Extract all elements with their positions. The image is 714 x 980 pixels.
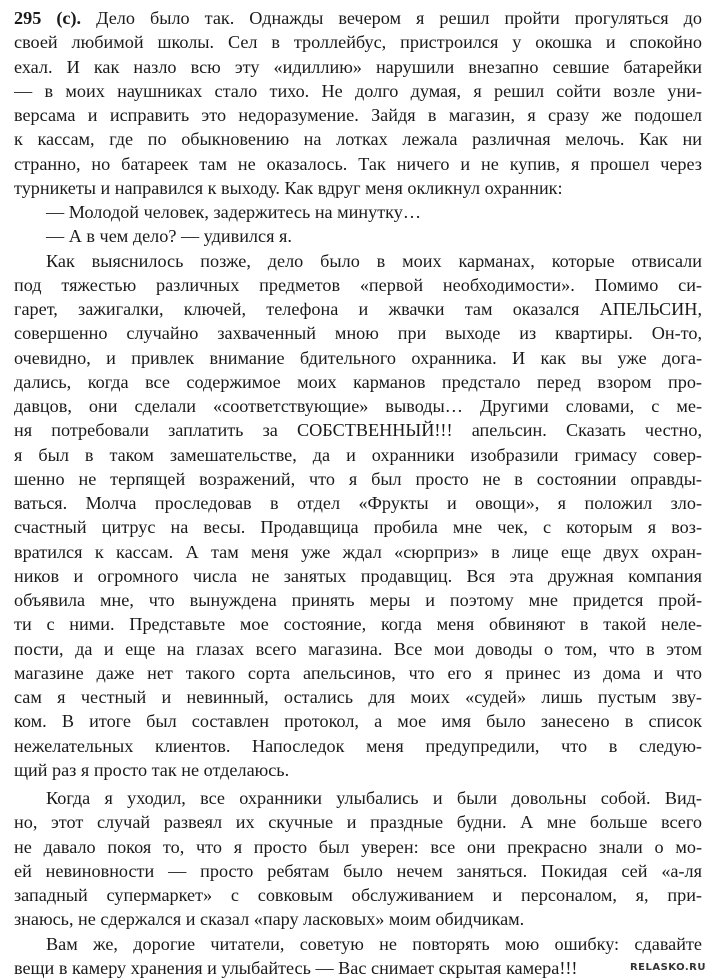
text-line: счастный цитрус на весы. Продавщица пробила мне чек, с которым я воз- — [14, 517, 702, 538]
text-line: очевидно, и привлек внимание бдительного охранника. И как вы уже дога- — [14, 347, 702, 368]
text-line: объявила мне, что вынуждена принять меры и поэтому мне придется прой- — [14, 590, 702, 610]
text-line: вещи в камеру хранения и улыбайтесь — Вас снимает скрытая камера!!! — [14, 957, 578, 978]
text-line: странно, но батареек там не оказалось. Так ничего и не купив, я прошел через — [14, 153, 702, 174]
text-line: ти с ними. Представьте мое состояние, когда меня обвиняют в такой неле- — [14, 614, 702, 635]
text-line: — в моих наушниках стало тихо. Не долго думая, я решил сойти возле уни- — [14, 80, 702, 101]
text-line: под тяжестью различных предметов «первой необходимости». Помимо си- — [14, 274, 702, 295]
site-watermark: RELASKO.RU — [629, 962, 706, 973]
text-line: 295 (с). Дело было так. Однажды вечером я решил пройти прогуляться до — [14, 8, 702, 28]
text-line: ваться. Молча проследовав в отдел «Фрукты и овощи», я положил зло- — [14, 493, 702, 513]
text-line: нежелательных клиентов. Напоследок меня предупредили, что в следую- — [14, 735, 702, 756]
textbook-page — [14, 6, 702, 980]
text-line: щий раз я просто так не отделаюсь. — [14, 759, 290, 780]
paragraph-first-line: Как выяснилось позже, дело было в моих карманах, которые отвисали — [46, 250, 702, 271]
text-line: но, этот случай развеял их скучные и праздные будни. А мне больше всего — [14, 812, 702, 833]
text-line: давцов, они сделали «соответствующие» выводы… Другими словами, с ме- — [14, 396, 702, 416]
text-line: не давало покоя то, что я просто был уверен: все они прекрасно знали о мо- — [14, 836, 702, 857]
text-line: пости, да и еще на глазах всего магазина. Все мои доводы о том, что в этом — [14, 638, 702, 659]
exercise-number: 295 (с). — [14, 8, 82, 28]
dialog-line: — А в чем дело? — удивился я. — [46, 226, 292, 247]
text-line: ехал. И как назло всю эту «идиллию» нарушили внезапно севшие батарейки — [14, 56, 702, 77]
text-line: ня потребовали заплатить за СОБСТВЕННЫЙ!!! апельсин. Сказать честно, — [14, 420, 702, 441]
text-line: западный супермаркет» с совковым обслуживанием и персоналом, я, при- — [14, 885, 702, 905]
text-line: совершенно случайно захваченный мною при выходе из квартиры. Он-то, — [14, 323, 702, 344]
text-line: магазине даже нет такого сорта апельсинов, что его я принес из дома и что — [14, 662, 702, 683]
text-line: я был в таком замешательстве, да и охранники изобразили гримасу совер- — [14, 444, 702, 465]
text-line: своей любимой школы. Сел в троллейбус, пристроился у окошка и спокойно — [14, 32, 702, 53]
text-line: ей невиновности — просто ребятам было нечем заняться. Покидая сей «а-ля — [14, 860, 702, 881]
text-line: шенно не терпящей возражений, что я был просто не в состоянии оправды- — [14, 468, 702, 489]
paragraph-first-line: Когда я уходил, все охранники улыбались и были довольны собой. Вид- — [46, 788, 702, 808]
text-line: дались, когда все содержимое моих карманов предстало перед взором про- — [14, 371, 702, 392]
paragraph-first-line: Вам же, дорогие читатели, советую не повторять мою ошибку: сдавайте — [46, 933, 702, 954]
text-line: ком. В итоге был составлен протокол, а мое имя было занесено в список — [14, 711, 702, 732]
text-line: вратился к кассам. А там меня уже ждал «сюрприз» в лице еще двух охран- — [14, 541, 702, 562]
text-line: турникеты и направился к выходу. Как вдруг меня окликнул охранник: — [14, 177, 563, 198]
text-line: гарет, зажигалки, ключей, телефона и жвачки там оказался АПЕЛЬСИН, — [14, 299, 702, 319]
text-line: к кассам, где по обыкновению на лотках лежала различная мелочь. Как ни — [14, 129, 702, 150]
text-line: ников и огромного числа не занятых продавщиц. Вся эта дружная компания — [14, 565, 702, 586]
text-line: версама и исправить это недоразумение. Зайдя в магазин, я сразу же подошел — [14, 105, 702, 125]
text-line: сам я честный и невинный, остались для моих «судей» лишь пустым зву- — [14, 687, 702, 707]
text-line: знаюсь, не сдержался и сказал «пару ласковых» моим обидчикам. — [14, 909, 525, 930]
dialog-line: — Молодой человек, задержитесь на минутку… — [46, 202, 422, 222]
